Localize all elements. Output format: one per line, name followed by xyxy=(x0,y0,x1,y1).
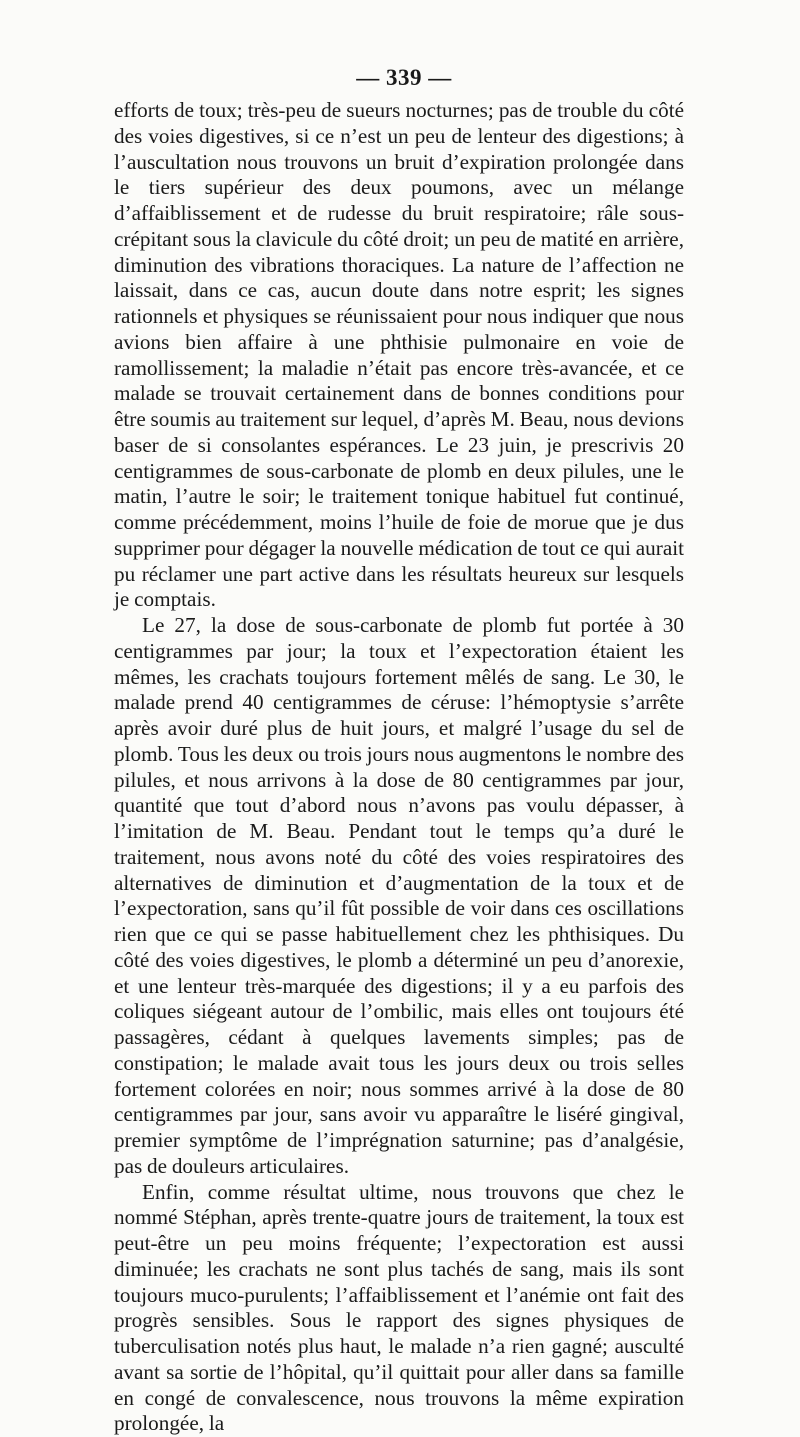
book-page xyxy=(114,58,684,1218)
page-number: — 339 — xyxy=(124,58,684,98)
body-text xyxy=(114,98,684,1437)
paragraph: Le 27, la dose de sous-carbonate de plomb fut portée à 30 centigrammes par jour; la toux et l’expectoration étaient les mêmes, les crachats toujours fortement mêlés de sang. Le 30, le malade prend 40 centigrammes de céruse: l’hémoptysie s’arrête après avoir duré plus de huit jours, et malgré l’usage du sel de plomb. Tous les deux ou trois jours nous augmentons le nombre des pilules, et nous arrivons à la dose de 80 centigrammes par jour, quantité que tout d’abord nous n’avons pas voulu dépasser, à l’imitation de M. Beau. Pendant tout le temps qu’a duré le traitement, nous avons noté du côté des voies respiratoires des alternatives de diminution et d’augmentation de la toux et de l’expectoration, sans qu’il fût possible de voir dans ces oscillations rien que ce qui se passe habituellement chez les phthisiques. Du côté des voies digestives, le plomb a déterminé un peu d’anorexie, et une lenteur très-marquée des digestions; il y a eu parfois des coliques siégeant autour de l’ombilic, mais elles ont toujours été passagères, cédant à quelques lavements simples; pas de constipation; le malade avait tous les jours deux ou trois selles fortement colorées en noir; nous sommes arrivé à la dose de 80 centigrammes par jour, sans avoir vu apparaître le liséré gingival, premier symptôme de l’imprégnation saturnine; pas d’analgésie, pas de douleurs articulaires. xyxy=(114,613,684,1180)
paragraph: Enfin, comme résultat ultime, nous trouvons que chez le nommé Stéphan, après trente-quatre jours de traitement, la toux est peut-être un peu moins fréquente; l’expectoration est aussi diminuée; les crachats ne sont plus tachés de sang, mais ils sont toujours muco-purulents; l’affaiblissement et l’anémie ont fait des progrès sensibles. Sous le rapport des signes physiques de tuberculisation notés plus haut, le malade n’a rien gagné; ausculté avant sa sortie de l’hôpital, qu’il quittait pour aller dans sa famille en congé de convalescence, nous trouvons la même expiration prolongée, la xyxy=(114,1180,684,1437)
paragraph: efforts de toux; très-peu de sueurs nocturnes; pas de trouble du côté des voies digestives, si ce n’est un peu de lenteur des digestions; à l’auscultation nous trouvons un bruit d’expiration prolongée dans le tiers supérieur des deux poumons, avec un mélange d’affaiblissement et de rudesse du bruit respiratoire; râle sous-crépitant sous la clavicule du côté droit; un peu de matité en arrière, diminution des vibrations thoraciques. La nature de l’affection ne laissait, dans ce cas, aucun doute dans notre esprit; les signes rationnels et physiques se réunissaient pour nous indiquer que nous avions bien affaire à une phthisie pulmonaire en voie de ramollissement; la maladie n’était pas encore très-avancée, et ce malade se trouvait certainement dans de bonnes conditions pour être soumis au traitement sur lequel, d’après M. Beau, nous devions baser de si consolantes espérances. Le 23 juin, je prescrivis 20 centigrammes de sous-carbonate de plomb en deux pilules, une le matin, l’autre le soir; le traitement tonique habituel fut continué, comme précédemment, moins l’huile de foie de morue que je dus supprimer pour dégager la nouvelle médication de tout ce qui aurait pu réclamer une part active dans les résultats heureux sur lesquels je comptais. xyxy=(114,98,684,613)
